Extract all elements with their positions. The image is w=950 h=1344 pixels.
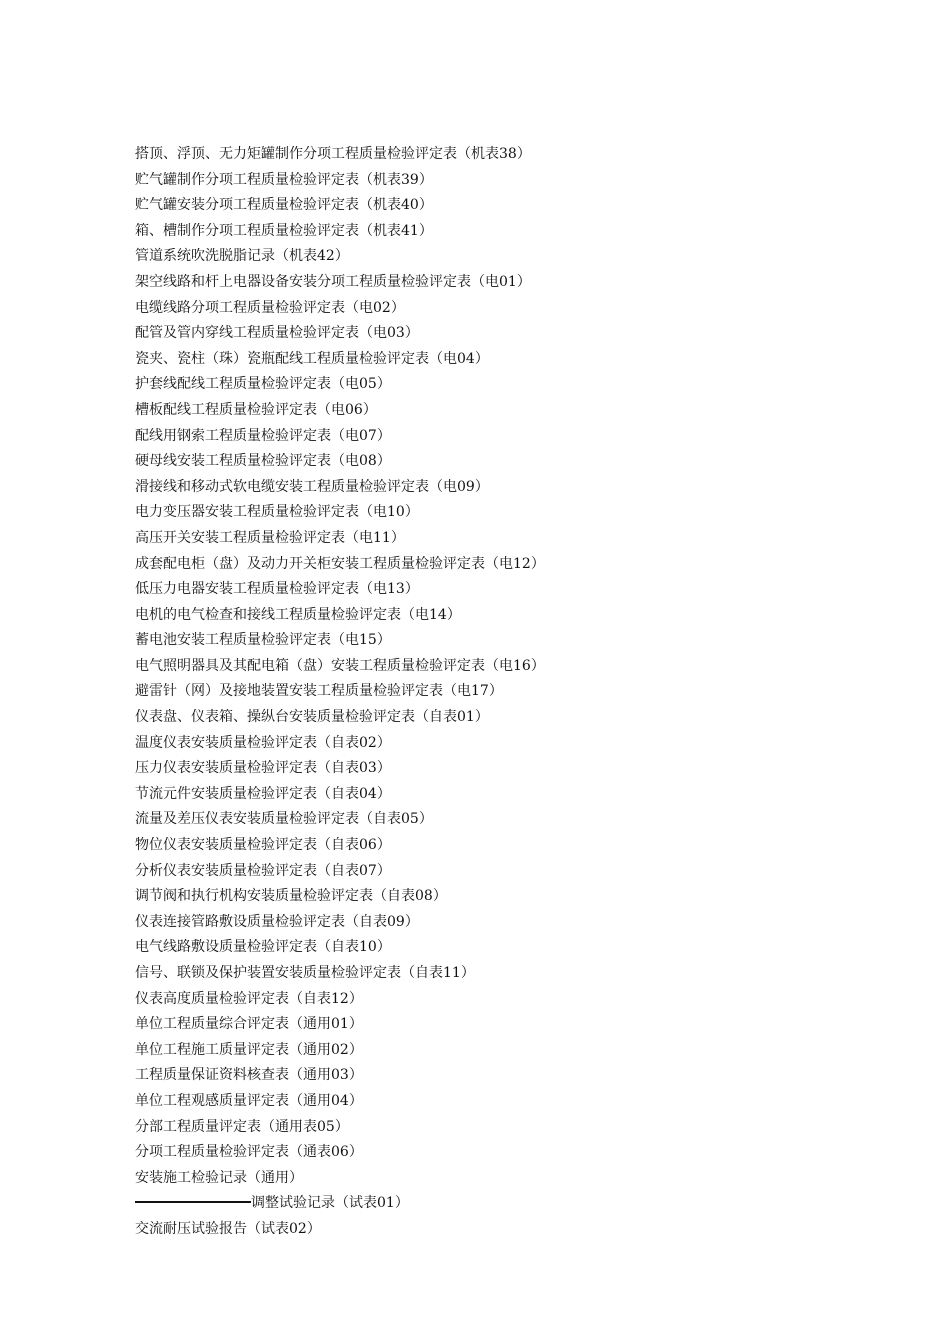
list-item: 流量及差压仪表安装质量检验评定表（自表05） (135, 811, 433, 828)
list-item: 工程质量保证资料核查表（通用03） (135, 1067, 363, 1084)
list-item: 电气照明器具及其配电箱（盘）安装工程质量检验评定表（电16） (135, 657, 545, 674)
list-item: 电缆线路分项工程质量检验评定表（电02） (135, 299, 405, 316)
list-item: 低压力电器安装工程质量检验评定表（电13） (135, 581, 419, 598)
list-item: 压力仪表安装质量检验评定表（自表03） (135, 760, 391, 777)
list-item: 仪表高度质量检验评定表（自表12） (135, 990, 363, 1007)
list-item: 仪表连接管路敷设质量检验评定表（自表09） (135, 913, 419, 930)
list-item: 仪表盘、仪表箱、操纵台安装质量检验评定表（自表01） (135, 709, 489, 726)
list-item: 交流耐压试验报告（试表02） (135, 1220, 321, 1237)
list-item: 单位工程施工质量评定表（通用02） (135, 1041, 363, 1058)
list-item: 避雷针（网）及接地装置安装工程质量检验评定表（电17） (135, 683, 503, 700)
list-item: 电气线路敷设质量检验评定表（自表10） (135, 939, 391, 956)
list-item: 节流元件安装质量检验评定表（自表04） (135, 785, 391, 802)
list-item: 电力变压器安装工程质量检验评定表（电10） (135, 504, 419, 521)
list-item: 电机的电气检查和接线工程质量检验评定表（电14） (135, 606, 461, 623)
list-item-underlined (135, 1191, 545, 1217)
list-item: 单位工程观感质量评定表（通用04） (135, 1092, 363, 1109)
list-item: 搭顶、浮顶、无力矩罐制作分项工程质量检验评定表（机表38） (135, 146, 531, 162)
list-item: 信号、联锁及保护装置安装质量检验评定表（自表11） (135, 965, 475, 981)
underlined-item-text: 调整试验记录（试表01） (251, 1195, 409, 1212)
list-item: 安装施工检验记录（通用） (135, 1169, 303, 1186)
list-item: 贮气罐制作分项工程质量检验评定表（机表39） (135, 171, 433, 188)
list-item: 硬母线安装工程质量检验评定表（电08） (135, 453, 391, 470)
list-item: 温度仪表安装质量检验评定表（自表02） (135, 734, 391, 751)
list-item: 高压开关安装工程质量检验评定表（电11） (135, 529, 405, 546)
list-item: 配管及管内穿线工程质量检验评定表（电03） (135, 325, 419, 342)
list-item: 贮气罐安装分项工程质量检验评定表（机表40） (135, 197, 433, 214)
list-item: 滑接线和移动式软电缆安装工程质量检验评定表（电09） (135, 478, 489, 495)
list-item: 管道系统吹洗脱脂记录（机表42） (135, 248, 349, 265)
list-item: 分析仪表安装质量检验评定表（自表07） (135, 862, 391, 879)
list-item: 槽板配线工程质量检验评定表（电06） (135, 401, 377, 418)
list-item: 单位工程质量综合评定表（通用01） (135, 1016, 363, 1033)
list-item: 成套配电柜（盘）及动力开关柜安装工程质量检验评定表（电12） (135, 555, 545, 572)
form-list (135, 142, 545, 1243)
list-item: 分部工程质量评定表（通用表05） (135, 1118, 349, 1135)
list-item: 调节阀和执行机构安装质量检验评定表（自表08） (135, 888, 447, 905)
list-item: 架空线路和杆上电器设备安装分项工程质量检验评定表（电01） (135, 273, 531, 290)
list-item: 分项工程质量检验评定表（通表06） (135, 1144, 363, 1161)
list-item: 配线用钢索工程质量检验评定表（电07） (135, 427, 391, 444)
list-item: 护套线配线工程质量检验评定表（电05） (135, 376, 391, 393)
list-item: 瓷夹、瓷柱（珠）瓷瓶配线工程质量检验评定表（电04） (135, 350, 489, 367)
list-item: 物位仪表安装质量检验评定表（自表06） (135, 837, 391, 854)
list-item: 箱、槽制作分项工程质量检验评定表（机表41） (135, 222, 433, 239)
blank-underline (135, 1201, 251, 1203)
list-item: 蓄电池安装工程质量检验评定表（电15） (135, 632, 391, 649)
